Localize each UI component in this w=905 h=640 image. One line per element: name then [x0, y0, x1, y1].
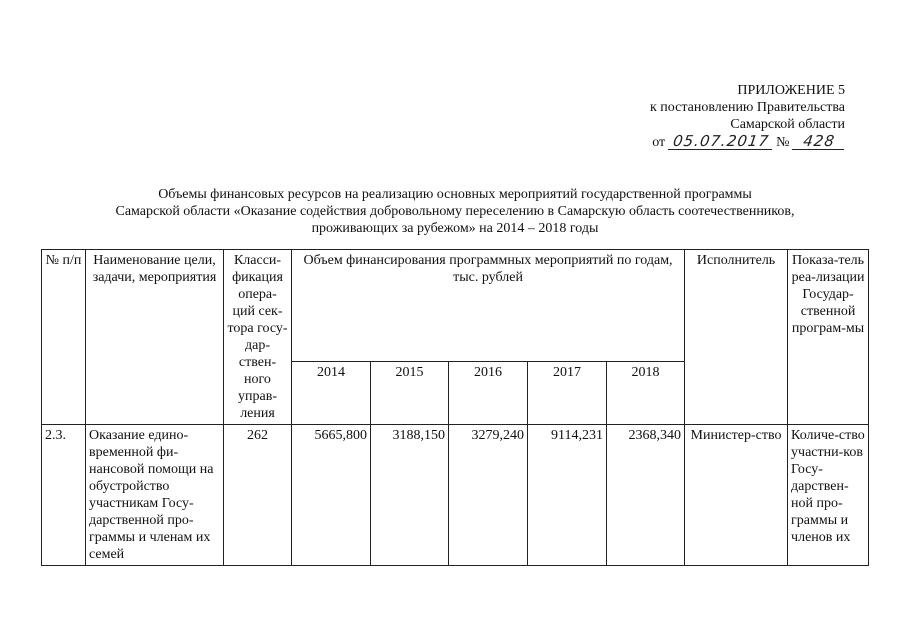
row-num: 2.3.: [42, 425, 86, 566]
appendix-line-2: Самарской области: [730, 117, 845, 132]
header-indicator: Показа-тель реа-лизации Государ-ственной програм-мы: [788, 250, 869, 425]
from-label: от: [652, 135, 666, 150]
row-name: Оказание едино-временной фи-нансовой помощи на обустройство участникам Госу-дарственной про-граммы и членам их семей: [86, 425, 224, 566]
table-row: [42, 425, 869, 566]
row-indicator: Количе-ство участни-ков Госу-дарствен-ной про-граммы и членов их: [788, 425, 869, 566]
header-year: 2014: [292, 361, 371, 424]
row-classification: 262: [224, 425, 292, 566]
document-title: [60, 186, 850, 237]
row-value: 9114,231: [528, 425, 607, 566]
appendix-date-line: [585, 134, 845, 151]
appendix-block: [585, 82, 845, 151]
row-executor: Министер-ство: [685, 425, 788, 566]
number-label: №: [776, 135, 790, 150]
title-line-3: проживающих за рубежом» на 2014 – 2018 годы: [311, 221, 599, 236]
header-num: № п/п: [42, 250, 86, 425]
header-row: [42, 250, 869, 362]
header-classification: Класси-фикация опера-ций сек-тора госу-дар-ствен-ного управ-ления: [224, 250, 292, 425]
row-value: 2368,340: [607, 425, 685, 566]
header-year: 2015: [371, 361, 449, 424]
handwritten-number: 428: [792, 134, 846, 150]
header-executor: Исполнитель: [685, 250, 788, 425]
handwritten-date: 05.07.2017: [668, 134, 774, 150]
row-value: 3188,150: [371, 425, 449, 566]
title-line-1: Объемы финансовых ресурсов на реализацию основных мероприятий государственной программы: [158, 187, 752, 202]
header-year: 2016: [449, 361, 528, 424]
header-year: 2018: [607, 361, 685, 424]
header-name: Наименование цели, задачи, мероприятия: [86, 250, 224, 425]
funding-table: [41, 249, 869, 566]
header-year: 2017: [528, 361, 607, 424]
appendix-title: ПРИЛОЖЕНИЕ 5: [737, 83, 845, 98]
header-volume: Объем финансирования программных мероприятий по годам, тыс. рублей: [292, 250, 685, 362]
row-value: 5665,800: [292, 425, 371, 566]
row-value: 3279,240: [449, 425, 528, 566]
appendix-line-1: к постановлению Правительства: [649, 100, 845, 115]
title-line-2: Самарской области «Оказание содействия добровольному переселению в Самарскую область соотечественников,: [115, 204, 795, 219]
